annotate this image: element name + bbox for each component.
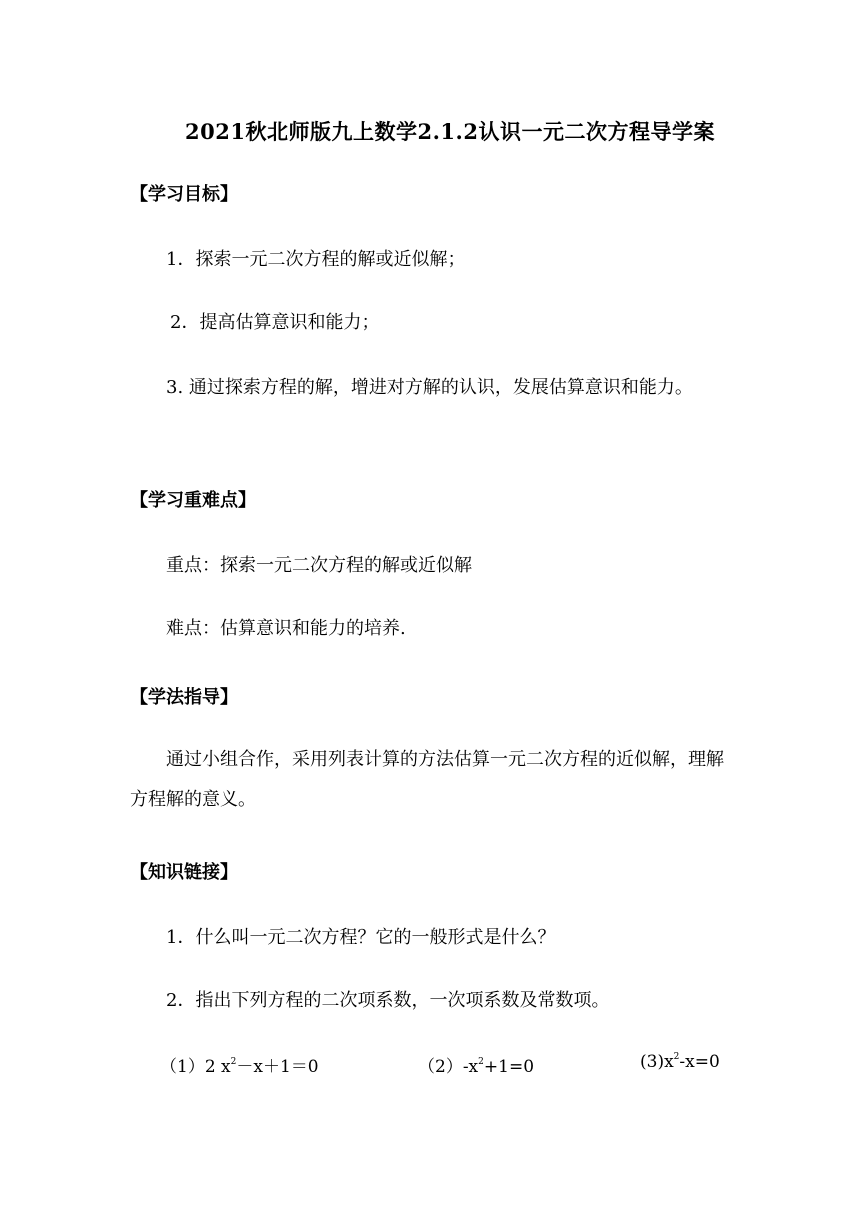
equation-row (0, 1052, 860, 1082)
difficult-point: 难点：估算意识和能力的培养. (166, 618, 406, 639)
equation-3: $(3)x^2-x=0$ (640, 1052, 720, 1072)
equation-2: $(2)-x^2+1=0$ (418, 1057, 535, 1077)
heading-objectives: 【学习目标】 (130, 184, 238, 205)
knowledge-item-1: 1．什么叫一元二次方程？它的一般形式是什么？ (166, 927, 556, 948)
objective-2: 2．提高估算意识和能力； (170, 312, 380, 333)
method-text: 通过小组合作，采用列表计算的方法估算一元二次方程的近似解，理解方程解的意义。 (130, 749, 724, 810)
knowledge-item-2: 2．指出下列方程的二次项系数，一次项系数及常数项。 (166, 990, 610, 1011)
heading-knowledge: 【知识链接】 (130, 862, 238, 883)
equation-1: （1）2 $x^2-x+1=0$ (160, 1057, 319, 1077)
heading-key-points: 【学习重难点】 (130, 490, 256, 511)
document-title: 2021秋北师版九上数学2.1.2认识一元二次方程导学案 (185, 119, 715, 144)
key-point: 重点：探索一元二次方程的解或近似解 (166, 555, 472, 576)
objective-3: 3. 通过探索方程的解，增进对方解的认识，发展估算意识和能力。 (166, 377, 693, 398)
objective-1: 1．探索一元二次方程的解或近似解； (166, 249, 466, 270)
heading-method: 【学法指导】 (130, 687, 238, 708)
